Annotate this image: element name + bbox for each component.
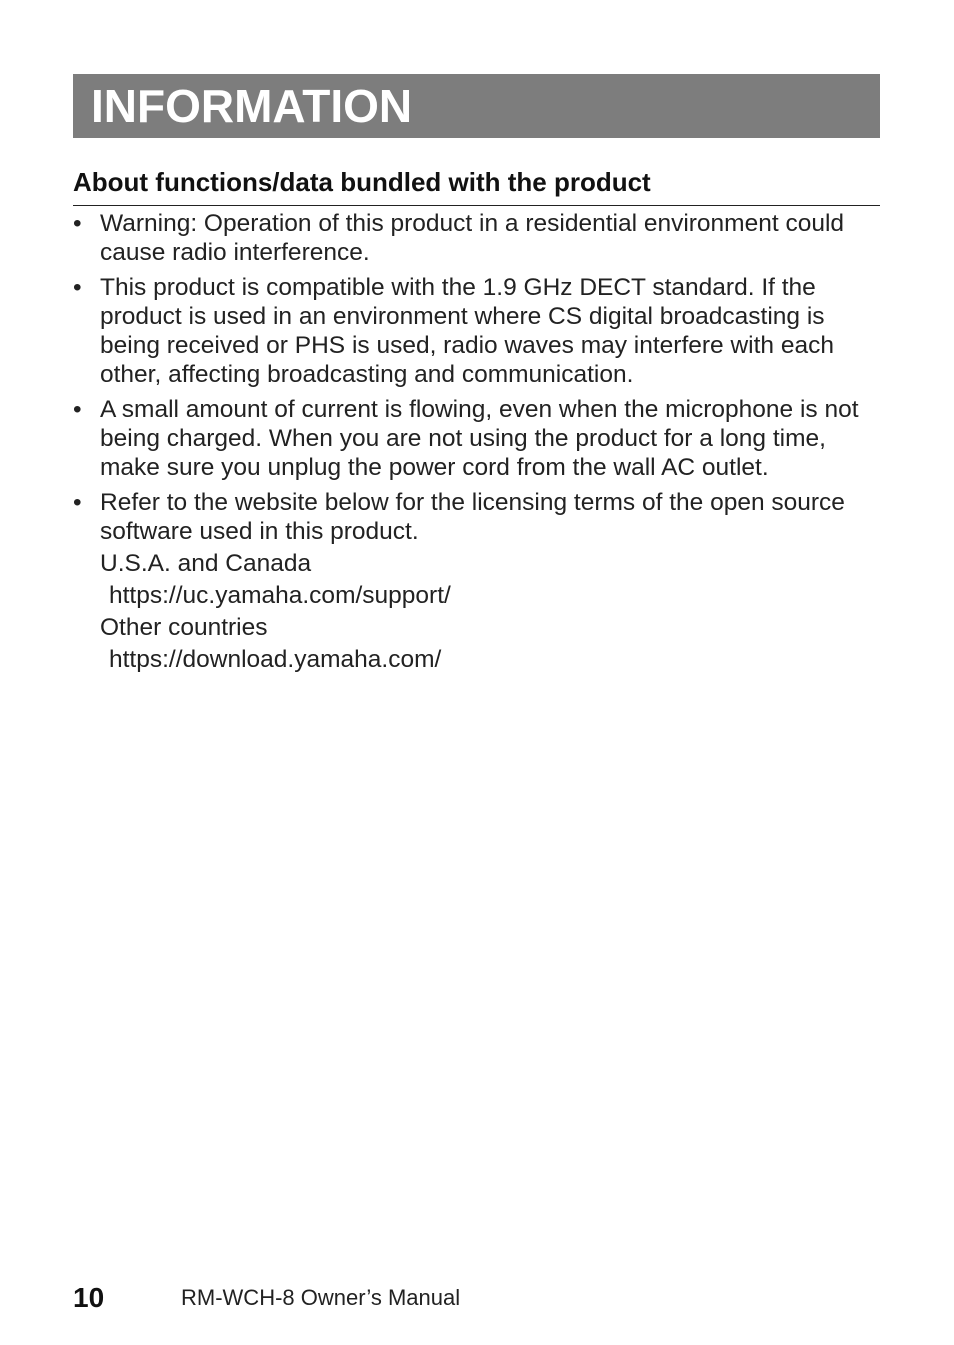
bullet-icon: • [73, 274, 82, 301]
list-item [73, 273, 883, 389]
url-usa-canada: https://uc.yamaha.com/support/ [109, 582, 451, 609]
list-item-text: A small amount of current is flowing, even when the microphone is not being charged. When you are not using the product for a long time, make sure you unplug the power cord from the wall AC outlet. [100, 396, 859, 481]
bullet-list [73, 209, 883, 680]
manual-name: RM-WCH-8 Owner’s Manual [181, 1285, 461, 1310]
region-label-other: Other countries [100, 614, 268, 641]
list-item-text: This product is compatible with the 1.9 GHz DECT standard. If the product is used in an environment where CS digital broadcasting is being received or PHS is used, radio waves may interfere with each other, affecting broadcasting and communication. [100, 274, 834, 388]
bullet-icon: • [73, 489, 82, 516]
list-item-text: Warning: Operation of this product in a residential environment could cause radio interference. [100, 210, 845, 266]
section-heading [73, 163, 880, 206]
title-bar [73, 74, 880, 138]
bullet-icon: • [73, 210, 82, 237]
list-item [73, 488, 883, 674]
list-item-text: Refer to the website below for the licensing terms of the open source software used in this product. [100, 489, 845, 545]
region-label-usa-canada: U.S.A. and Canada [100, 550, 312, 577]
list-item [73, 395, 883, 482]
list-item [73, 209, 883, 267]
page-footer [73, 1280, 880, 1316]
page-number: 10 [73, 1282, 105, 1313]
bullet-icon: • [73, 396, 82, 423]
url-other-countries: https://download.yamaha.com/ [109, 646, 442, 673]
section-heading-text: About functions/data bundled with the product [73, 167, 651, 197]
page-title: INFORMATION [91, 80, 413, 132]
